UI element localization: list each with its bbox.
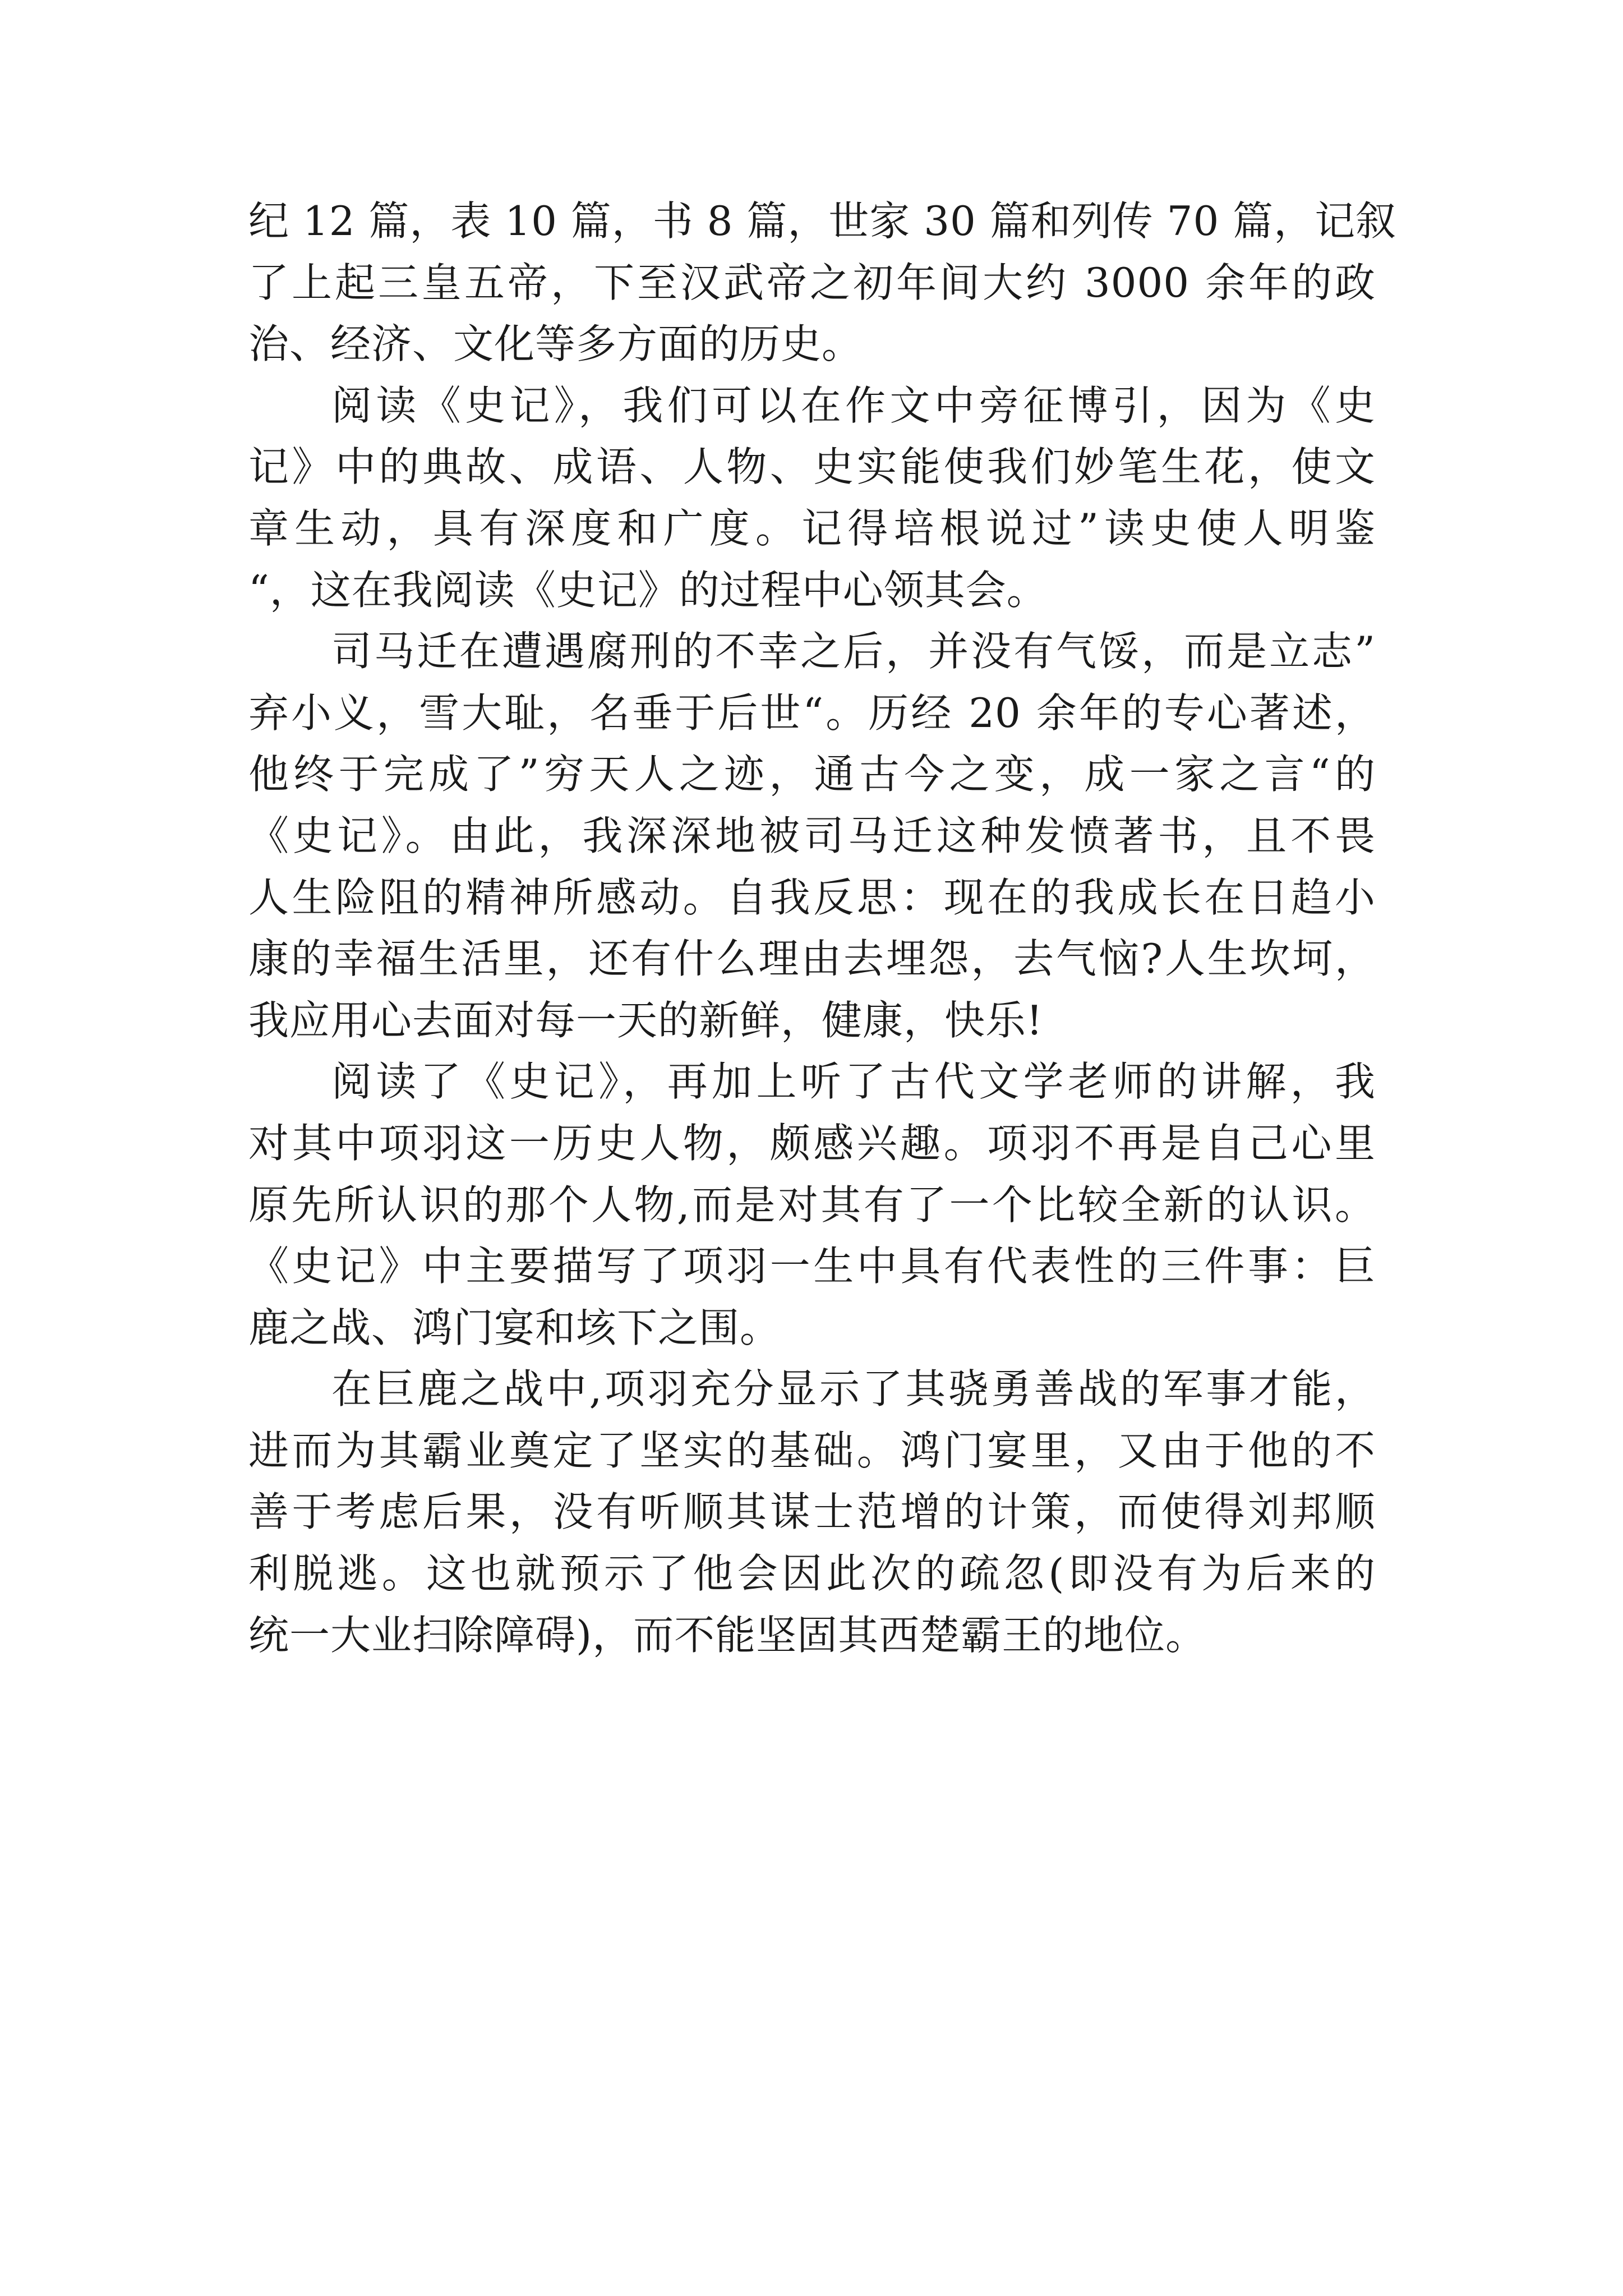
text-line: 利脱逃。这也就预示了他会因此次的疏忽(即没有为后来的 [248,1550,1376,1598]
text-line: 纪 12 篇，表 10 篇，书 8 篇，世家 30 篇和列传 70 篇，记叙 [248,197,1397,245]
text-line: 我应用心去面对每一天的新鲜，健康，快乐! [248,996,1043,1044]
text-line: 记》中的典故、成语、人物、史实能使我们妙笔生花，使文 [248,443,1376,491]
text-line: 对其中项羽这一历史人物，颇感兴趣。项羽不再是自己心里 [248,1119,1376,1167]
text-line: 在巨鹿之战中,项羽充分显示了其骁勇善战的军事才能， [331,1365,1376,1413]
text-line: 阅读了《史记》，再加上听了古代文学老师的讲解，我 [331,1058,1376,1106]
text-line: 人生险阻的精神所感动。自我反思：现在的我成长在日趋小 [248,873,1376,921]
text-line: “，这在我阅读《史记》的过程中心领其会。 [248,566,1048,614]
text-line: 治、经济、文化等多方面的历史。 [248,320,863,368]
text-line: 弃小义，雪大耻，名垂于后世“。历经 20 余年的专心著述， [248,689,1376,737]
document-body [248,191,1397,1666]
text-line: 统一大业扫除障碍)，而不能坚固其西楚霸王的地位。 [248,1611,1207,1659]
text-line: 《史记》。由此，我深深地被司马迁这种发愤著书，且不畏 [248,812,1376,859]
text-line: 鹿之战、鸿门宴和垓下之围。 [248,1304,781,1351]
text-line: 康的幸福生活里，还有什么理由去埋怨，去气恼?人生坎坷， [248,935,1376,983]
text-line: 了上起三皇五帝，下至汉武帝之初年间大约 3000 余年的政 [248,259,1376,306]
text-line: 原先所认识的那个人物,而是对其有了一个比较全新的认识。 [248,1181,1376,1228]
text-line: 《史记》中主要描写了项羽一生中具有代表性的三件事：巨 [248,1243,1376,1290]
text-line: 他终于完成了”穷天人之迹，通古今之变，成一家之言“的 [248,751,1376,798]
text-line: 善于考虑后果，没有听顺其谋士范增的计策，而使得刘邦顺 [248,1488,1376,1536]
text-line: 章生动，具有深度和广度。记得培根说过”读史使人明鉴 [248,504,1376,552]
text-line: 进而为其霸业奠定了坚实的基础。鸿门宴里，又由于他的不 [248,1427,1376,1474]
text-line: 阅读《史记》，我们可以在作文中旁征博引，因为《史 [331,381,1376,429]
text-line: 司马迁在遭遇腐刑的不幸之后，并没有气馁，而是立志” [331,628,1376,675]
